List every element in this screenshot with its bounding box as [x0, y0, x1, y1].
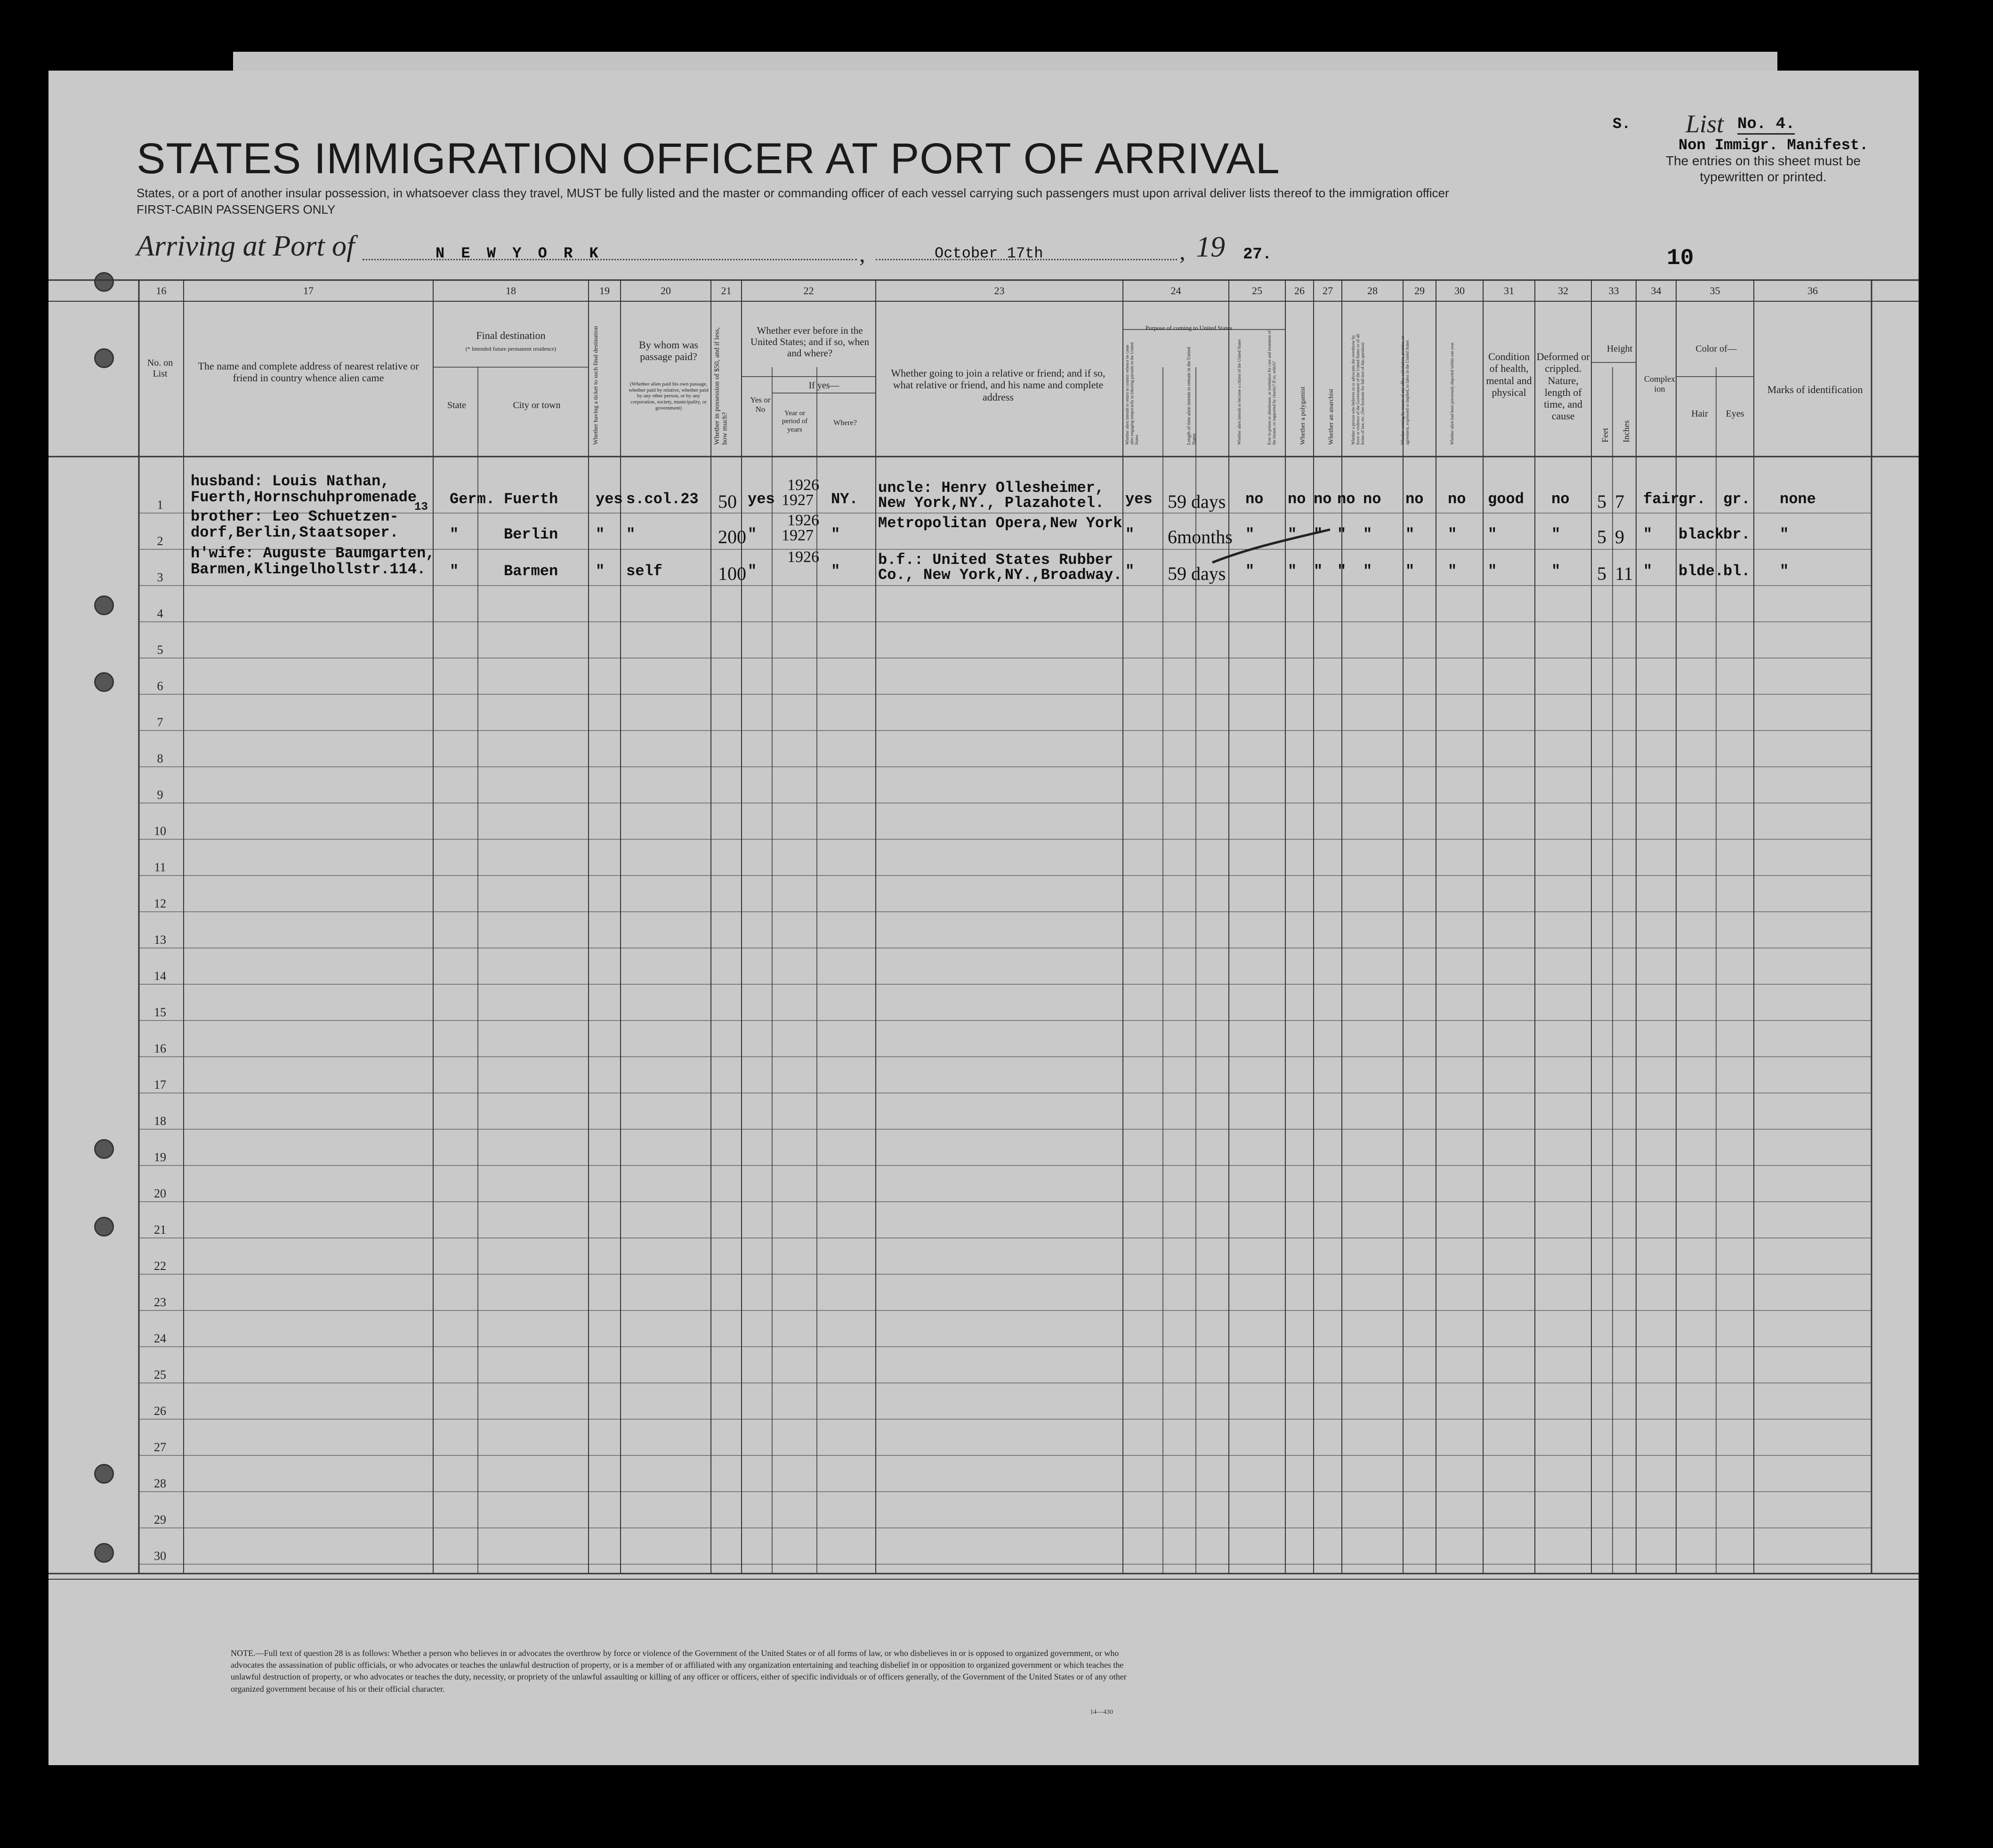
column-number: 19 — [599, 285, 610, 297]
header-feet: Feet — [1600, 428, 1610, 442]
overthrow-cell: " — [1363, 562, 1372, 580]
port-value: N E W Y O R K — [436, 245, 602, 262]
relative-line2: Barmen,Klingelhollstr.114. — [191, 561, 426, 578]
marks-cell: none — [1780, 490, 1816, 508]
feet-cell: 5 — [1597, 526, 1606, 547]
polygamist-cell: " — [1314, 526, 1323, 543]
citizen-cell: " — [1245, 562, 1255, 580]
subtitle-line2: FIRST-CABIN PASSENGERS ONLY — [137, 202, 336, 217]
arriving-label: Arriving at Port of — [137, 230, 355, 262]
polygamist-cell: " — [1314, 562, 1323, 580]
manifest-type: Non Immigr. Manifest. — [1678, 137, 1869, 154]
where-cell: NY. — [831, 490, 858, 508]
overthrow-cell: no — [1363, 490, 1381, 508]
header-overthrow: Whether a person who believes in or advocates the overthrow by force or violence of the Government of the United States or of all forms of law, etc. (See footnote for full text of this question) — [1351, 334, 1365, 445]
header-paid-by: By whom was passage paid? — [639, 339, 698, 363]
deported-cell: " — [1448, 526, 1457, 543]
length-cell: 59 days — [1168, 563, 1226, 584]
relative-line1: h'wife: Auguste Baumgarten, — [191, 545, 435, 562]
hair-cell: black — [1678, 526, 1724, 543]
eyes-cell: br. — [1723, 526, 1751, 543]
paid-by-cell: self — [626, 562, 662, 580]
before-us-cell: yes — [748, 490, 775, 508]
header-inches: Inches — [1622, 420, 1631, 442]
row-number: 11 — [154, 860, 166, 874]
header-anarchist: Whether an anarchist — [1328, 389, 1335, 445]
header-where: Where? — [833, 419, 857, 427]
return-cell: yes — [1125, 490, 1153, 508]
return-cell: " — [1125, 526, 1135, 543]
where-cell: " — [831, 526, 840, 543]
date-value: October 17th — [935, 245, 1043, 262]
column-number: 22 — [803, 285, 814, 297]
labor-offer-cell: " — [1405, 562, 1415, 580]
header-city: City or town — [513, 400, 561, 410]
city-cell: Fuerth — [504, 490, 558, 508]
health-cell: good — [1488, 490, 1524, 508]
row-number: 15 — [154, 1005, 166, 1019]
row-number: 21 — [154, 1223, 166, 1237]
marks-cell: " — [1780, 526, 1789, 543]
prison-cell: no — [1288, 490, 1306, 508]
header-deported: Whether alien had been previously deported within one year — [1450, 342, 1454, 445]
money-cell: 50 — [718, 491, 737, 512]
row-number: 16 — [154, 1042, 166, 1055]
relative-line1: brother: Leo Schuetzen- — [191, 508, 399, 525]
anarchist-cell: no — [1337, 490, 1356, 508]
citizen-cell: " — [1245, 526, 1255, 543]
deported-cell: " — [1448, 562, 1457, 580]
column-number: 30 — [1454, 285, 1465, 297]
ticket-cell: " — [596, 562, 605, 580]
row-number: 7 — [157, 715, 163, 729]
column-number: 35 — [1710, 285, 1720, 297]
header-labor-offer: Whether coming by reason of any offer, solicitation, promise, or agreement, expressed or implied, to labor in the United States — [1400, 336, 1410, 445]
header-ticket: Whether having a ticket to such final destination — [592, 326, 599, 445]
row-number: 25 — [154, 1368, 166, 1382]
header-polygamist: Whether a polygamist — [1299, 386, 1307, 445]
row-number: 5 — [157, 643, 163, 657]
feet-cell: 5 — [1597, 491, 1606, 512]
header-year-period: Year or period of years — [782, 410, 808, 434]
before-us-cell: " — [748, 526, 757, 543]
column-number: 34 — [1651, 285, 1662, 297]
money-cell: 100 — [718, 563, 746, 584]
header-intends-return: Whether alien intends to return to country whence he came after engaging temporarily in laboring pursuits in the United States — [1125, 342, 1139, 445]
length-cell: 59 days — [1168, 491, 1226, 512]
join-line1: uncle: Henry Ollesheimer, — [878, 479, 1105, 497]
state-cell: " — [450, 526, 459, 543]
row-number: 24 — [154, 1332, 166, 1345]
header-money: Whether in possession of $50, and if less, how much? — [713, 327, 729, 445]
pen-stroke — [1210, 527, 1332, 565]
header-relative: The name and complete address of nearest relative or friend in country whence alien came — [198, 360, 419, 384]
join-line2: Co., New York,NY.,Broadway. — [878, 566, 1122, 584]
header-join-relative: Whether going to join a relative or friend; and if so, what relative or friend, and his name and complete address — [891, 367, 1105, 403]
column-number: 18 — [506, 285, 516, 297]
year-prefix: 19 — [1196, 231, 1225, 263]
length-cell: 6months — [1168, 526, 1233, 547]
row-number: 3 — [157, 570, 163, 584]
year-suffix: 27. — [1243, 246, 1272, 264]
ticket-cell: " — [596, 526, 605, 543]
anarchist-cell: " — [1337, 562, 1347, 580]
column-number: 25 — [1252, 285, 1262, 297]
hair-cell: gr. — [1678, 490, 1706, 508]
ticket-cell: yes — [596, 490, 623, 508]
complexion-cell: fair — [1643, 490, 1679, 508]
relative-line3: 13 — [414, 501, 428, 514]
header-state: State — [447, 400, 466, 410]
header-before-us: Whether ever before in the United States; and if so, when and where? — [750, 325, 869, 359]
health-cell: " — [1488, 562, 1497, 580]
join-line1: Metropolitan Opera,New York — [878, 514, 1122, 532]
row-number: 22 — [154, 1259, 166, 1273]
inches-cell: 9 — [1615, 526, 1624, 547]
column-number: 33 — [1608, 285, 1619, 297]
column-number: 17 — [303, 285, 314, 297]
header-prison: Ever in prison or almshouse, or institution for care and treatment of the insane, or supported by charity? If so, which? — [1267, 330, 1276, 445]
state-cell: Germ. — [450, 490, 495, 508]
row-number: 10 — [154, 824, 166, 838]
years-line1: 1926 — [787, 476, 819, 494]
column-number: 16 — [156, 285, 167, 297]
join-line2: New York,NY., Plazahotel. — [878, 494, 1105, 512]
relative-line1: husband: Louis Nathan, — [191, 473, 390, 490]
eyes-cell: gr. — [1723, 490, 1751, 508]
header-yes-no: Yes or No — [750, 395, 771, 414]
subtitle-line1: States, or a port of another insular possession, in whatsoever class they travel, MUST be fully listed and the master or commanding officer of each vessel carrying such passengers must upon arrival deliver lists thereof to the immigration officer — [137, 186, 1449, 200]
header-paid-by-note: (Whether alien paid his own passage, whether paid by relative, whether paid by any other person, or by any corporation, society, municipality, or government) — [629, 381, 709, 411]
header-final-destination: Final destination — [476, 329, 546, 341]
row-number: 27 — [154, 1440, 166, 1454]
years-line1: 1926 — [787, 548, 819, 566]
header-purpose: Purpose of coming to United States — [1145, 324, 1233, 331]
marks-cell: " — [1780, 562, 1789, 580]
header-intends-citizen: Whether alien intends to become a citizen of the United States — [1237, 339, 1242, 445]
hair-cell: blde. — [1678, 562, 1724, 580]
feet-cell: 5 — [1597, 563, 1606, 584]
deformed-cell: no — [1551, 490, 1570, 508]
city-cell: Berlin — [504, 526, 558, 543]
complexion-cell: " — [1643, 562, 1653, 580]
list-prefix: S. — [1613, 115, 1631, 133]
complexion-cell: " — [1643, 526, 1653, 543]
years-line2: 1927 — [782, 527, 814, 544]
citizen-cell: no — [1245, 490, 1264, 508]
column-number: 26 — [1294, 285, 1305, 297]
where-cell: " — [831, 562, 840, 580]
row-number: 26 — [154, 1404, 166, 1418]
column-number: 20 — [661, 285, 671, 297]
relative-line2: dorf,Berlin,Staatsoper. — [191, 524, 399, 541]
header-hair: Hair — [1691, 409, 1708, 419]
header-eyes: Eyes — [1726, 409, 1744, 419]
deported-cell: no — [1448, 490, 1466, 508]
header-height: Height — [1606, 344, 1633, 354]
row-number: 12 — [154, 897, 166, 910]
city-cell: Barmen — [504, 562, 558, 580]
header-length-stay: Length of time alien intends to remain in the United States — [1186, 346, 1197, 445]
deformed-cell: " — [1551, 526, 1561, 543]
prison-cell: " — [1288, 526, 1297, 543]
column-number: 32 — [1558, 285, 1568, 297]
labor-offer-cell: " — [1405, 526, 1415, 543]
row-number: 28 — [154, 1477, 166, 1490]
join-line1: b.f.: United States Rubber — [878, 551, 1113, 569]
row-number: 9 — [157, 788, 163, 802]
row-number: 18 — [154, 1114, 166, 1128]
row-number: 29 — [154, 1513, 166, 1527]
health-cell: " — [1488, 526, 1497, 543]
row-number: 20 — [154, 1187, 166, 1200]
column-number: 31 — [1504, 285, 1514, 297]
sheet-number: 10 — [1667, 246, 1694, 271]
list-label: List — [1686, 110, 1724, 138]
header-deformed: Deformed or crippled. Nature, length of time, and cause — [1536, 351, 1590, 422]
instruction-text: The entries on this sheet must be typewritten or printed. — [1666, 153, 1861, 184]
inches-cell: 11 — [1615, 563, 1633, 584]
row-number: 19 — [154, 1150, 166, 1164]
labor-offer-cell: no — [1405, 490, 1424, 508]
row-number: 13 — [154, 933, 166, 947]
row-number: 14 — [154, 969, 166, 983]
relative-line2: Fuerth,Hornschuhpromenade — [191, 489, 417, 506]
row-number: 8 — [157, 752, 163, 765]
header-color: Color of— — [1695, 344, 1737, 354]
eyes-cell: bl. — [1723, 562, 1751, 580]
row-number: 30 — [154, 1549, 166, 1563]
paid-by-cell: " — [626, 526, 636, 543]
header-list-number: No. on List — [147, 358, 173, 379]
header-complexion: Complexion — [1644, 374, 1675, 394]
footnote: NOTE.—Full text of question 28 is as follows: Whether a person who believes in or advocates the overthrow by force or violence of the Government of the United States or of all forms of law, or who disbelieves in or is opposed to organized government, or who advocates the assassination of public officials, or who advocates or teaches the unlawful destruction of property, or is a member of or affiliated with any organization entertaining and teaching disbelief in or opposition to organized government or which teaches the unlawful destruction of property, or who advocates or teaches the duty, necessity, or propriety of the unlawful assaulting or killing of any officer or officers, either of specific individuals or of officers generally, of the Government of the United States or of any other organized government because of his or their official character. — [231, 1648, 1127, 1694]
before-us-cell: " — [748, 562, 757, 580]
column-number: 36 — [1807, 285, 1818, 297]
years-line1: 1926 — [787, 512, 819, 529]
money-cell: 200 — [718, 526, 746, 547]
column-number: 21 — [721, 285, 732, 297]
row-number: 6 — [157, 679, 163, 693]
column-number: 23 — [994, 285, 1005, 297]
deformed-cell: " — [1551, 562, 1561, 580]
header-marks: Marks of identification — [1767, 384, 1863, 395]
paid-by-cell: s.col.23 — [626, 490, 699, 508]
row-number: 4 — [157, 607, 163, 620]
page-title: STATES IMMIGRATION OFFICER AT PORT OF ARRIVAL — [137, 135, 1280, 183]
inches-cell: 7 — [1615, 491, 1624, 512]
column-number: 27 — [1323, 285, 1333, 297]
overthrow-cell: " — [1363, 526, 1372, 543]
header-if-yes: If yes— — [808, 380, 839, 391]
list-number: No. 4. — [1737, 115, 1795, 135]
form-number: 14—430 — [1090, 1709, 1113, 1716]
header-health: Condition of health, mental and physical — [1486, 351, 1532, 398]
state-cell: " — [450, 562, 459, 580]
header-final-destination-note: (* Intended future permanent residence) — [465, 345, 557, 352]
row-number: 23 — [154, 1295, 166, 1309]
return-cell: " — [1125, 562, 1135, 580]
anarchist-cell: " — [1337, 526, 1347, 543]
column-number: 24 — [1170, 285, 1181, 297]
column-number: 29 — [1414, 285, 1425, 297]
column-number: 28 — [1367, 285, 1378, 297]
row-number: 1 — [157, 498, 163, 512]
prison-cell: " — [1288, 562, 1297, 580]
polygamist-cell: no — [1314, 490, 1332, 508]
row-number: 17 — [154, 1078, 166, 1092]
row-number: 2 — [157, 534, 163, 548]
years-line2: 1927 — [782, 491, 814, 509]
